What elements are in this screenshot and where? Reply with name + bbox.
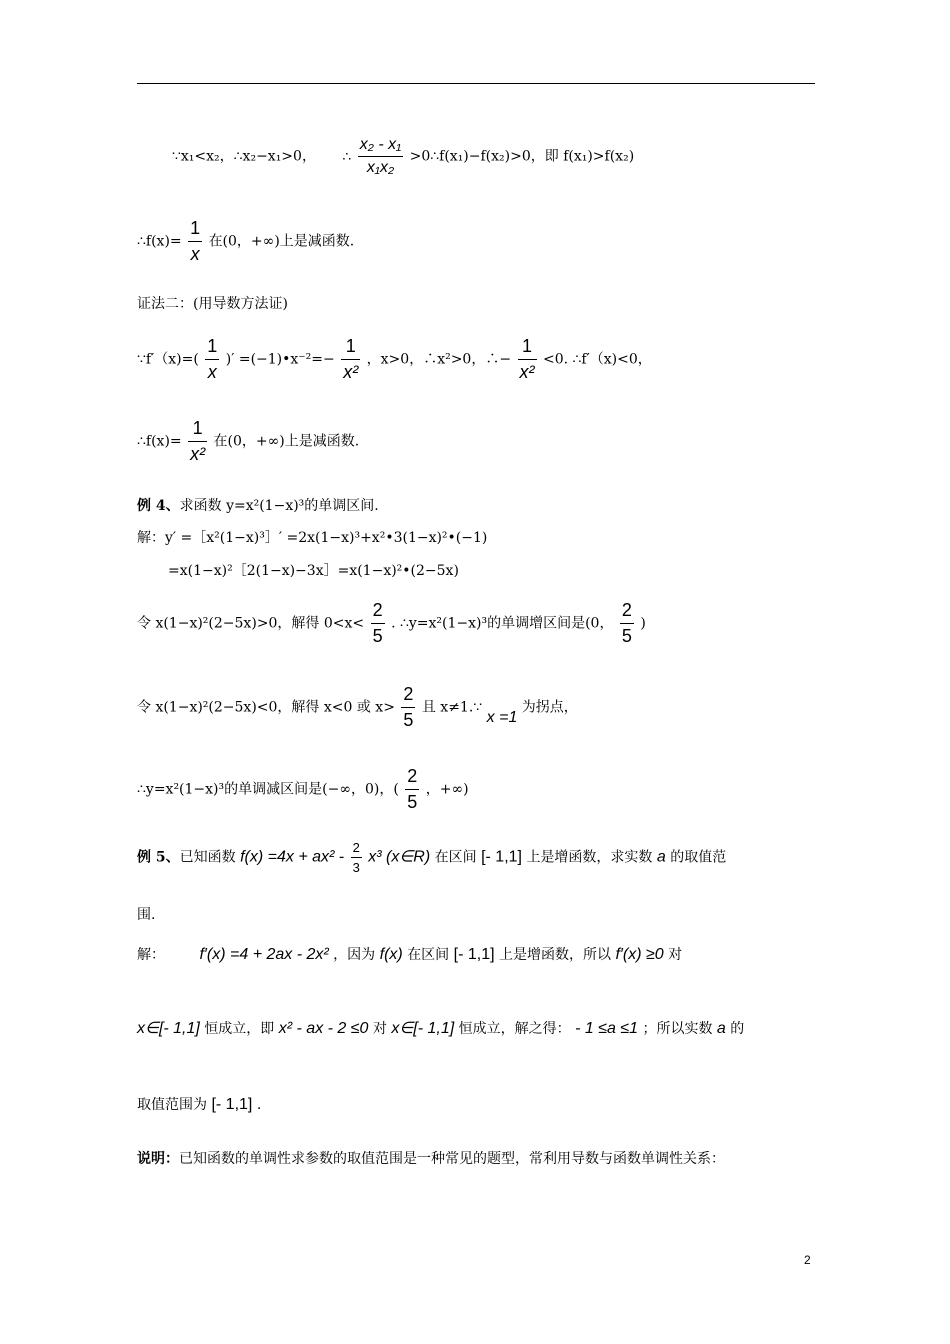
denominator: 5 bbox=[407, 792, 418, 812]
note-label: 说明： bbox=[137, 1151, 179, 1167]
fraction bbox=[341, 336, 360, 383]
formula: x² - ax - 2 ≤0 bbox=[278, 1020, 369, 1037]
text: 已知函数 bbox=[179, 849, 241, 866]
solution-line-2 bbox=[168, 560, 459, 580]
text: 恒成立，解之得： bbox=[458, 1021, 571, 1037]
text: 已知函数的单调性求参数的取值范围是一种常见的题型，常利用导数与函数单调性关系： bbox=[179, 1151, 725, 1167]
text: 取值范围为 bbox=[137, 1097, 207, 1113]
numerator: 1 bbox=[188, 218, 202, 242]
fraction bbox=[205, 336, 219, 383]
text: 恒成立，即 bbox=[204, 1021, 275, 1037]
page-number: 2 bbox=[804, 1253, 811, 1267]
text: ∴ bbox=[342, 148, 352, 165]
proof-line-1 bbox=[172, 136, 634, 177]
denominator: x² bbox=[343, 362, 359, 382]
denominator: x bbox=[190, 244, 200, 264]
text: 证法二：(用导数方法证) bbox=[137, 296, 288, 312]
text: ，x>0，∴x²>0，∴− bbox=[366, 351, 512, 368]
fraction bbox=[405, 766, 419, 813]
numerator: 2 bbox=[401, 684, 415, 708]
numerator: 2 bbox=[351, 840, 362, 858]
numerator: 2 bbox=[405, 766, 419, 790]
text: ，因为 bbox=[333, 947, 376, 963]
text: ∵f′（x)=( bbox=[137, 351, 199, 368]
text: 围. bbox=[137, 907, 156, 923]
variable: a bbox=[716, 1020, 726, 1037]
text: 解：y′ =［x²(1−x)³］′ =2x(1−x)³+x²•3(1−x)²•(−1) bbox=[137, 530, 488, 546]
text: 对 bbox=[668, 947, 683, 963]
variable: a bbox=[656, 848, 666, 866]
text: . ∴y=x²(1−x)³的单调增区间是(0， bbox=[391, 615, 614, 632]
denominator: x₁x₂ bbox=[366, 159, 395, 176]
example-5-solution-1 bbox=[137, 944, 682, 964]
text: ∴f(x)= bbox=[137, 233, 182, 250]
numerator: x₂ - x₁ bbox=[358, 136, 403, 157]
example-5-solution-3 bbox=[137, 1094, 261, 1114]
example-label: 例 4、 bbox=[137, 498, 180, 514]
proof-method-2-heading bbox=[137, 293, 288, 313]
interval: [- 1,1] bbox=[453, 946, 495, 963]
proof-line-5 bbox=[137, 418, 359, 465]
numerator: 1 bbox=[205, 336, 219, 360]
example-5-heading-cont bbox=[137, 904, 155, 924]
fraction bbox=[358, 136, 403, 177]
text: 上是增函数，求实数 bbox=[526, 849, 653, 866]
fraction bbox=[188, 218, 202, 265]
text: ∵x₁<x₂，∴x₂−x₁>0， bbox=[172, 148, 316, 165]
example-label: 例 5、 bbox=[137, 849, 180, 866]
numerator: 2 bbox=[371, 600, 385, 624]
numerator: 1 bbox=[518, 336, 537, 360]
proof-line-2 bbox=[137, 218, 354, 265]
text: >0∴f(x₁)−f(x₂)>0，即 f(x₁)>f(x₂) bbox=[409, 148, 635, 165]
text: 令 x(1−x)²(2−5x)>0，解得 0<x< bbox=[137, 615, 365, 632]
formula: x =1 bbox=[486, 708, 518, 726]
formula: f′(x) =4 + 2ax - 2x² bbox=[199, 946, 329, 963]
text: 为拐点， bbox=[521, 699, 578, 716]
formula: x∈[- 1,1] bbox=[137, 1020, 200, 1037]
example-5-solution-2 bbox=[137, 1018, 744, 1038]
denominator: 5 bbox=[403, 710, 414, 730]
text: <0. ∴f′（x)<0， bbox=[542, 351, 652, 368]
increase-interval-line bbox=[137, 600, 646, 647]
denominator: x² bbox=[519, 362, 535, 382]
decrease-interval-line bbox=[137, 766, 469, 813]
fraction bbox=[620, 600, 634, 647]
text: ；所以实数 bbox=[642, 1021, 713, 1037]
text: )′ =(−1)•x⁻²=− bbox=[225, 351, 335, 368]
fraction bbox=[188, 418, 207, 465]
denominator: x² bbox=[190, 444, 206, 464]
fraction bbox=[401, 684, 415, 731]
text: 上是增函数，所以 bbox=[499, 947, 611, 963]
denominator: 5 bbox=[621, 626, 632, 646]
text: 求函数 y=x²(1−x)³的单调区间. bbox=[179, 498, 379, 514]
denominator: 5 bbox=[372, 626, 383, 646]
interval: [- 1,1] bbox=[481, 848, 522, 866]
text: 在区间 bbox=[434, 849, 477, 866]
text: ∴y=x²(1−x)³的单调减区间是(−∞，0)，( bbox=[137, 781, 399, 798]
example-4-heading bbox=[137, 495, 379, 515]
example-5-heading bbox=[137, 840, 726, 875]
fraction bbox=[371, 600, 385, 647]
text: ，+∞) bbox=[425, 781, 469, 798]
numerator: 1 bbox=[188, 418, 207, 442]
formula: f(x) bbox=[379, 946, 403, 963]
fraction bbox=[518, 336, 537, 383]
text: 的 bbox=[730, 1021, 745, 1037]
formula: f(x) =4x + ax² - bbox=[240, 848, 345, 866]
numerator: 1 bbox=[341, 336, 360, 360]
proof-line-4 bbox=[137, 336, 652, 383]
text: =x(1−x)²［2(1−x)−3x］=x(1−x)²•(2−5x) bbox=[168, 563, 459, 579]
decrease-condition-line bbox=[137, 684, 578, 731]
text: 令 x(1−x)²(2−5x)<0，解得 x<0 或 x> bbox=[137, 699, 395, 716]
interval: [- 1,1] bbox=[211, 1096, 253, 1113]
formula: x∈[- 1,1] bbox=[391, 1020, 455, 1037]
text: 的取值范 bbox=[670, 849, 727, 866]
formula: x³ (x∈R) bbox=[368, 848, 431, 866]
formula: f′(x) ≥0 bbox=[615, 946, 664, 963]
text: . bbox=[256, 1097, 262, 1113]
denominator: 3 bbox=[352, 860, 360, 875]
fraction bbox=[351, 840, 362, 875]
text: 且 x≠1.∵ bbox=[421, 699, 483, 716]
solution-line-1 bbox=[137, 527, 487, 547]
text: 在(0，+∞)上是减函数. bbox=[213, 433, 360, 450]
formula: - 1 ≤a ≤1 bbox=[575, 1020, 639, 1037]
header-rule bbox=[137, 83, 815, 84]
text: 对 bbox=[372, 1021, 387, 1037]
denominator: x bbox=[207, 362, 217, 382]
text: 在(0，+∞)上是减函数. bbox=[208, 233, 355, 250]
note-line bbox=[137, 1148, 725, 1168]
text: ∴f(x)= bbox=[137, 433, 182, 450]
text: 在区间 bbox=[407, 947, 450, 963]
text: ) bbox=[640, 615, 646, 632]
text: 解： bbox=[137, 947, 165, 963]
numerator: 2 bbox=[620, 600, 634, 624]
